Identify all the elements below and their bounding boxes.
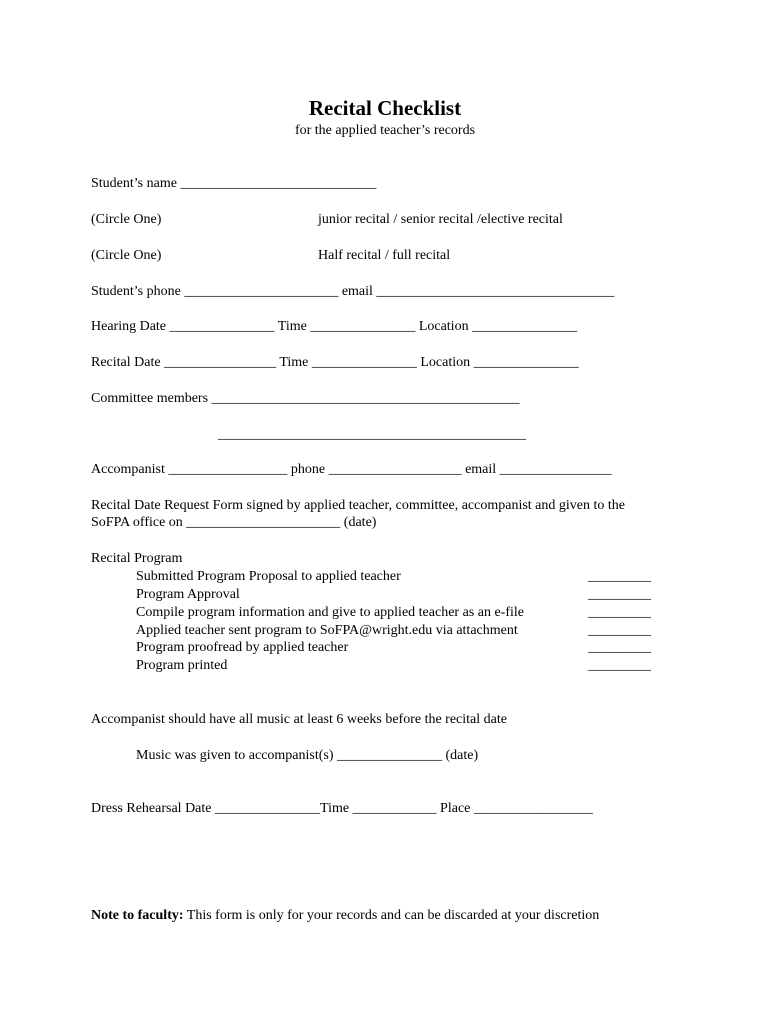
program-item-blank[interactable]: _________ xyxy=(588,569,651,584)
faculty-note xyxy=(91,907,599,925)
student-name-field[interactable]: Student’s name ____________________________ xyxy=(91,176,377,191)
page-subtitle: for the applied teacher’s records xyxy=(294,123,476,138)
circle-one-label: (Circle One) xyxy=(91,212,162,227)
program-item-label: Program printed xyxy=(136,658,228,673)
faculty-note-text: This form is only for your records and can be discarded at your discretion xyxy=(183,908,600,923)
dress-rehearsal-field[interactable]: Dress Rehearsal Date _______________Time ____________ Place _________________ xyxy=(91,801,593,816)
program-item-label: Program Approval xyxy=(136,587,240,602)
recital-program-heading: Recital Program xyxy=(91,551,183,566)
program-item-blank[interactable]: _________ xyxy=(588,658,651,673)
page-title: Recital Checklist xyxy=(308,96,462,120)
program-item-label: Applied teacher sent program to SoFPA@wright.edu via attachment xyxy=(136,623,518,638)
request-form-text: Recital Date Request Form signed by applied teacher, committee, accompanist and given to the xyxy=(91,498,625,513)
program-item-blank[interactable]: _________ xyxy=(588,623,651,638)
music-given-date-field[interactable]: Music was given to accompanist(s) _______________ (date) xyxy=(136,748,479,763)
program-item-label: Program proofread by applied teacher xyxy=(136,640,349,655)
sofpa-office-date-field[interactable]: SoFPA office on ______________________ (date) xyxy=(91,515,377,530)
recital-type-options[interactable]: junior recital / senior recital /elective recital xyxy=(318,212,563,227)
committee-members-field[interactable]: Committee members ____________________________________________ xyxy=(91,391,520,406)
hearing-date-field[interactable]: Hearing Date _______________ Time _______________ Location _______________ xyxy=(91,319,578,334)
accompanist-music-note: Accompanist should have all music at least 6 weeks before the recital date xyxy=(91,712,507,727)
committee-members-line-2[interactable]: ____________________________________________ xyxy=(218,427,526,442)
circle-one-label: (Circle One) xyxy=(91,248,162,263)
recital-length-options[interactable]: Half recital / full recital xyxy=(318,248,451,263)
program-item-blank[interactable]: _________ xyxy=(588,587,651,602)
program-item-label: Submitted Program Proposal to applied teacher xyxy=(136,569,401,584)
program-item-blank[interactable]: _________ xyxy=(588,640,651,655)
recital-date-field[interactable]: Recital Date ________________ Time _______________ Location _______________ xyxy=(91,355,579,370)
faculty-note-label: Note to faculty: xyxy=(91,908,184,923)
student-phone-email-field[interactable]: Student’s phone ______________________ email __________________________________ xyxy=(91,284,615,299)
program-item-blank[interactable]: _________ xyxy=(588,605,651,620)
program-item-label: Compile program information and give to applied teacher as an e-file xyxy=(136,605,524,620)
accompanist-field[interactable]: Accompanist _________________ phone ___________________ email ________________ xyxy=(91,462,612,477)
